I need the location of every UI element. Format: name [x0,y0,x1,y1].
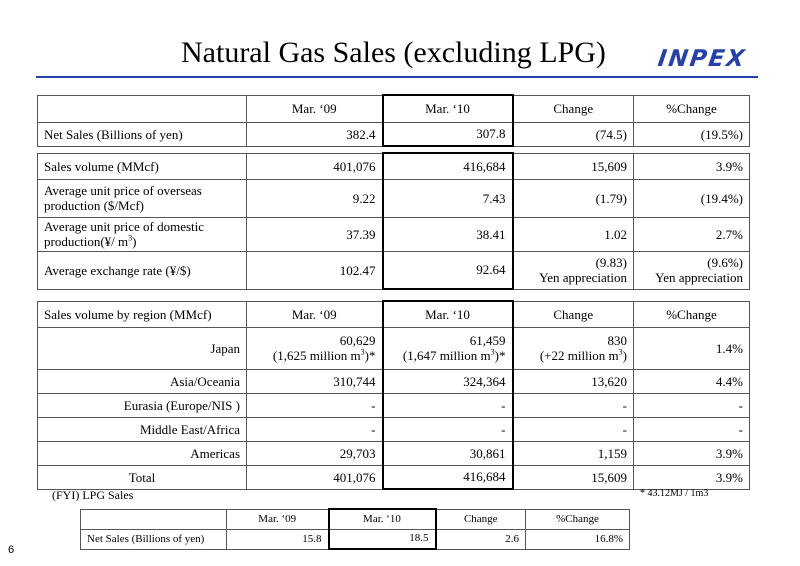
value-change [513,251,634,289]
footnote: * 43.12MJ / 1m3 [640,488,709,499]
volume-value: 60,629 [339,333,376,348]
header-change: Change [513,301,634,327]
header-mar10: Mar. ‘10 [329,509,436,529]
value-change: 13,620 [513,369,634,393]
change-note: Yen appreciation [539,270,627,285]
value-mar09: 401,076 [247,465,383,489]
value-change: - [513,393,634,417]
value-mar09: 15.8 [227,529,329,549]
change-note: (+22 million m [539,348,619,363]
region-header-label: Sales volume by region (MMcf) [38,301,247,327]
value-mar10: 416,684 [383,153,513,179]
value-pct-change: - [634,393,750,417]
value-pct-change: 3.9% [634,441,750,465]
row-label: Net Sales (Billions of yen) [81,529,227,549]
value-change [513,327,634,369]
header-pct-change: %Change [634,301,750,327]
middle-east-africa-row [38,417,750,441]
value-mar10: 324,364 [383,369,513,393]
value-mar09: - [247,417,383,441]
page-number: 6 [8,544,15,556]
value-change: (1.79) [513,179,634,217]
region-table [37,300,750,490]
volume-note-end: )* [364,348,376,363]
japan-row [38,327,750,369]
value-change: 2.6 [436,529,526,549]
row-label: Americas [38,441,247,465]
value-pct-change: (19.5%) [634,122,750,146]
eurasia-row [38,393,750,417]
value-mar09: 382.4 [247,122,383,146]
header-mar09: Mar. ‘09 [247,95,383,122]
superscript: 3 [490,347,495,357]
americas-row [38,441,750,465]
volume-note: (1,625 million m [272,348,361,363]
inpex-logo: INPEX [656,46,748,72]
header-pct-change: %Change [634,95,750,122]
header-row [81,509,630,529]
row-label: Total [38,465,247,489]
header-change: Change [513,95,634,122]
value-change: 1.02 [513,217,634,251]
header-mar10: Mar. ‘10 [383,301,513,327]
value-mar09: 310,744 [247,369,383,393]
domestic-price-row [38,217,750,251]
header-row [38,301,750,327]
net-sales-table [37,94,750,147]
row-label [38,179,247,217]
title-divider [36,76,758,78]
header-blank [81,509,227,529]
header-mar09: Mar. ‘09 [227,509,329,529]
change-value: 830 [607,333,627,348]
value-change: 15,609 [513,465,634,489]
sales-volume-row [38,153,750,179]
row-label: Net Sales (Billions of yen) [38,122,247,146]
pct-note: Yen appreciation [655,270,743,285]
header-pct-change: %Change [526,509,630,529]
value-change: 1,159 [513,441,634,465]
value-mar10: 30,861 [383,441,513,465]
value-change: 15,609 [513,153,634,179]
lpg-sales-table [80,508,630,550]
overseas-price-row [38,179,750,217]
row-label: Sales volume (MMcf) [38,153,247,179]
value-mar10: 416,684 [383,465,513,489]
volume-price-table [37,152,750,290]
value-mar09: - [247,393,383,417]
header-mar09: Mar. ‘09 [247,301,383,327]
value-mar10 [383,327,513,369]
value-change: (74.5) [513,122,634,146]
row-label: Asia/Oceania [38,369,247,393]
row-label [38,217,247,251]
value-pct-change: 2.7% [634,217,750,251]
value-mar10: - [383,417,513,441]
change-value: (9.83) [595,255,627,270]
row-label: Eurasia (Europe/NIS ) [38,393,247,417]
value-pct-change: 3.9% [634,153,750,179]
superscript: 3 [360,347,365,357]
row-label: Middle East/Africa [38,417,247,441]
volume-note: (1,647 million m [402,348,491,363]
value-mar10: 7.43 [383,179,513,217]
value-pct-change: 3.9% [634,465,750,489]
value-pct-change: 16.8% [526,529,630,549]
superscript: 3 [128,233,133,243]
volume-note-end: )* [494,348,506,363]
value-mar10: 18.5 [329,529,436,549]
header-blank [38,95,247,122]
value-mar10: - [383,393,513,417]
row-label: Japan [38,327,247,369]
superscript: 3 [618,347,623,357]
row-label-end: ) [132,234,137,249]
total-row [38,465,750,489]
net-sales-row [38,122,750,146]
change-note-end: ) [622,348,627,363]
value-pct-change: (19.4%) [634,179,750,217]
exchange-rate-row [38,251,750,289]
value-mar09: 102.47 [247,251,383,289]
value-mar10: 38.41 [383,217,513,251]
lpg-net-sales-row [81,529,630,549]
value-mar09 [247,327,383,369]
value-pct-change: - [634,417,750,441]
asia-oceania-row [38,369,750,393]
row-label-line1: Average unit price of overseas [44,183,202,198]
row-label-line1: Average unit price of domestic [44,219,205,234]
value-mar09: 29,703 [247,441,383,465]
value-pct-change: 4.4% [634,369,750,393]
value-mar10: 92.64 [383,251,513,289]
value-pct-change [634,251,750,289]
page-title: Natural Gas Sales (excluding LPG) [181,36,606,69]
pct-value: (9.6%) [707,255,743,270]
header-row [38,95,750,122]
value-change: - [513,417,634,441]
lpg-sales-caption: (FYI) LPG Sales [52,488,134,502]
row-label-line2: production(¥/ m [44,234,129,249]
row-label-line2: production ($/Mcf) [44,198,145,213]
value-mar09: 9.22 [247,179,383,217]
volume-value: 61,459 [469,333,506,348]
header-change: Change [436,509,526,529]
value-pct-change: 1.4% [634,327,750,369]
value-mar10: 307.8 [383,122,513,146]
header-mar10: Mar. ‘10 [383,95,513,122]
value-mar09: 401,076 [247,153,383,179]
row-label: Average exchange rate (¥/$) [38,251,247,289]
value-mar09: 37.39 [247,217,383,251]
